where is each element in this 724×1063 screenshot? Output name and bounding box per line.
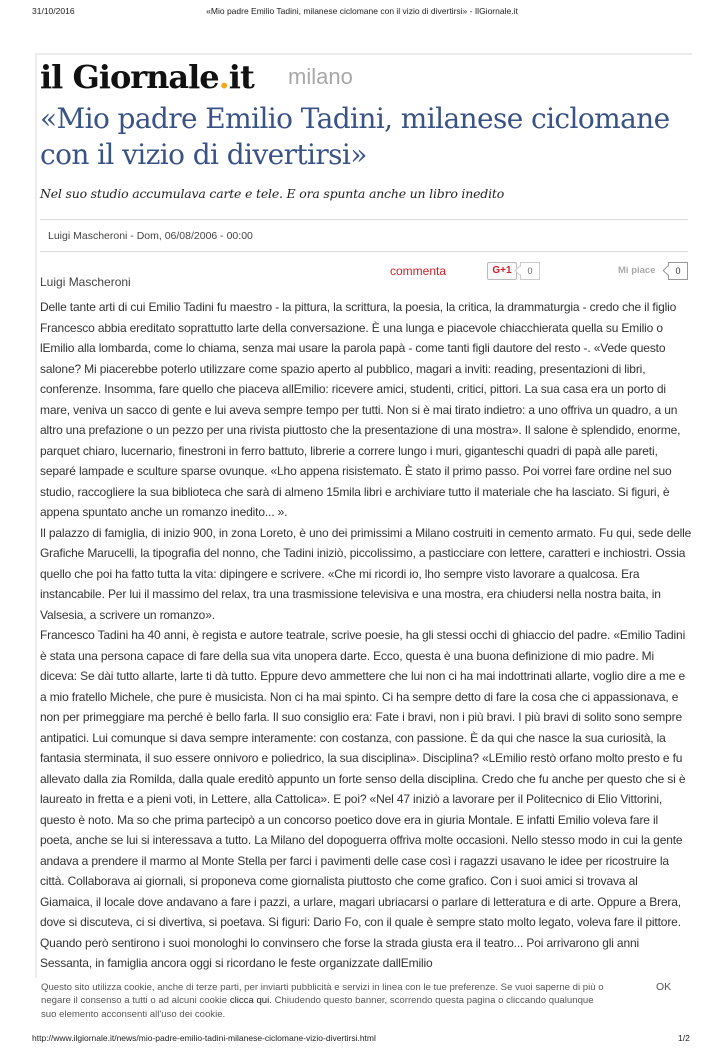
bottom-area — [0, 978, 724, 1063]
article-subtitle: Nel suo studio accumulava carte e tele. E ora spunta anche un libro inedito — [40, 186, 505, 201]
article-paragraph: Il palazzo di famiglia, di inizio 900, in zona Loreto, è uno dei primissimi a Milano costruiti in cemento armato. Fu qui, sede delle Grafiche Marucelli, la tipografia del nonno, che Tadini iniziò, piccolissimo, a pasticciare con lettere, caratteri e inchiostri. Ossia quello che poi ha fatto tutta la vita: dipingere e scrivere. «Che mi ricordi io, lho sempre visto lavorare a qualcosa. Era instancabile. Per lui il massimo del relax, tra una trasmissione televisiva e una mostra, era chiudersi nella nostra baita, in Valsesia, a scrivere un romanzo». — [40, 525, 692, 622]
cookie-info-link[interactable]: clicca qui — [229, 995, 270, 1007]
print-header — [0, 6, 724, 20]
logo-tld: it — [228, 58, 254, 96]
logo-dot: . — [218, 58, 229, 96]
comment-link[interactable]: commenta — [390, 264, 447, 278]
article-paragraph: Francesco Tadini ha 40 anni, è regista e autore teatrale, scrive poesie, ha gli stessi occhi di ghiaccio del padre. «Emilio Tadini è stata una persona capace di fare della sua vita unopera darte. Ecco, questa è una buona definizione di mio padre. Mi diceva: Se dài tutto allarte, larte ti dà tutto. Eppure devo ammettere che lui non ci ha mai indottrinati allarte, voglio dire a me e a mio fratello Michele, che pure è musicista. Non ci ha mai spinto. Ci ha sempre detto di fare la cosa che ci appassionava, e non per primeggiare ma perché è bello farla. Il suo consiglio era: Fate i bravi, non i più bravi. I più bravi di solito sono sempre antipatici. Lui comunque si dava sempre interamente: con costanza, con passione. È da qui che nasce la sua curiosità, la fantasia sterminata, il suo essere onnivoro e poliedrico, la sua disciplina». Disciplina? «LEmilio restò orfano molto presto e fu allevato dalla zia Romilda, dalla quale ereditò appunto un forte senso della disciplina. Credo che fu anche per questo che si è laureato in fretta e a pieni voti, in Lettere, alla Cattolica». E poi? «Nel 47 iniziò a lavorare per il Politecnico di Elio Vittorini, questo è noto. Ma so che prima partecipò a un concorso poetico dove era in giuria Montale. E infatti Emilio voleva fare il poeta, anche se lui si interessava a tutto. La Milano del dopoguerra offriva molte occasioni. Nello stesso modo in cui la gente andava a prendere il marmo al Monte Stella per farci i pavimenti delle case così i ragazzi usavano le idee per ricostruire la città. Collaborava ai giornali, si proponeva come giornalista piuttosto che come grafico. Con i suoi amici si trovava al Giamaica, il locale dove andavano a fare i pazzi, a urlare, magari ubriacarsi o parlare di letteratura e di arte. Oppure a Brera, dove si discuteva, ci si divertiva, si poetava. Si figuri: Dario Fo, con il quale è sempre stato molto legato, voleva fare il pittore. Quando però sentirono i suoi monologhi lo convinsero che forse la strada giusta era il teatro... Poi arrivarono gli anni Sessanta, in famiglia ancora oggi si ricordano le feste organizzate dallEmilio — [40, 628, 686, 970]
print-url: http://www.ilgiornale.it/news/mio-padre-emilio-tadini-milanese-ciclomane-vizio-divertirsi.html — [32, 1033, 376, 1043]
article-paragraph: Delle tante arti di cui Emilio Tadini fu maestro - la pittura, la scrittura, la poesia, la critica, la drammaturgia - credo che il figlio Francesco abbia ereditato soprattutto larte della conversazione. È una lunga e piacevole chiacchierata quella su Emilio o lEmilio alla lombarda, come lo chiama, senza mai usare la parola papà - come tanti figli dautore del resto -. «Vede questo salone? Mi piacerebbe poterlo utilizzare come spazio aperto al pubblico, magari a inviti: reading, presentazioni di libri, conferenze. Insomma, fare quello che piaceva allEmilio: ricevere amici, studenti, critici, pittori. La sua casa era un porto di mare, veniva un sacco di gente e lui aveva sempre tempo per tutti. Non si è mai tirato indietro: a uno offriva un quadro, a un altro una prefazione o un pezzo per una rivista piuttosto che la presentazione di una mostra». Il salone è splendido, enorme, parquet chiaro, lucernario, finestroni in ferro battuto, librerie a correre lungo i muri, giganteschi quadri di papà alle pareti, separé lampade e sculture sparse ovunque. «Lho appena risistemato. È stato il primo passo. Poi vorrei fare ordine nel suo studio, raccogliere la sua biblioteca che sarà di almeno 15mila libri e archiviare tutto il materiale che ha lasciato. Si figuri, è appena spuntato anche un romanzo inedito... ». — [40, 300, 681, 519]
print-date: 31/10/2016 — [32, 6, 75, 16]
article-headline: «Mio padre Emilio Tadini, milanese ciclomane con il vizio di divertirsi» — [40, 102, 670, 171]
print-footer — [0, 1033, 724, 1063]
facebook-like-button[interactable]: Mi piace — [618, 265, 656, 276]
byline-meta: Luigi Mascheroni - Dom, 06/08/2006 - 00:00 — [48, 230, 253, 242]
google-plus-count: 0 — [520, 262, 540, 280]
divider — [40, 251, 688, 252]
site-logo[interactable] — [40, 57, 254, 97]
section-label[interactable]: milano — [288, 64, 353, 89]
article-body — [40, 297, 692, 974]
google-plus-button[interactable]: G+1 — [487, 262, 517, 280]
divider — [40, 219, 688, 220]
print-page-number: 1/2 — [678, 1033, 690, 1043]
cookie-text-part: Questo sito utilizza cookie, anche di terze parti, per inviarti pubblicità e servizi in linea con le tue preferenze. Se vuoi saperne di più o negare il consenso a tutti o ad alcuni cookie — [41, 982, 604, 1007]
article-author: Luigi Mascheroni — [40, 275, 131, 289]
facebook-like-count: 0 — [668, 262, 688, 280]
logo-text: il Giornale — [40, 58, 219, 96]
cookie-notice-text — [41, 981, 611, 1021]
cookie-banner — [0, 978, 724, 1026]
cookie-ok-button[interactable]: OK — [656, 981, 672, 993]
print-document-title: «Mio padre Emilio Tadini, milanese ciclomane con il vizio di divertirsi» - IlGiornale.it — [206, 6, 518, 16]
cookie-text-part: . Chiudendo questo banner, scorrendo questa pagina o cliccando qualunque suo elemento acconsenti all'uso dei cookie. — [41, 995, 594, 1020]
